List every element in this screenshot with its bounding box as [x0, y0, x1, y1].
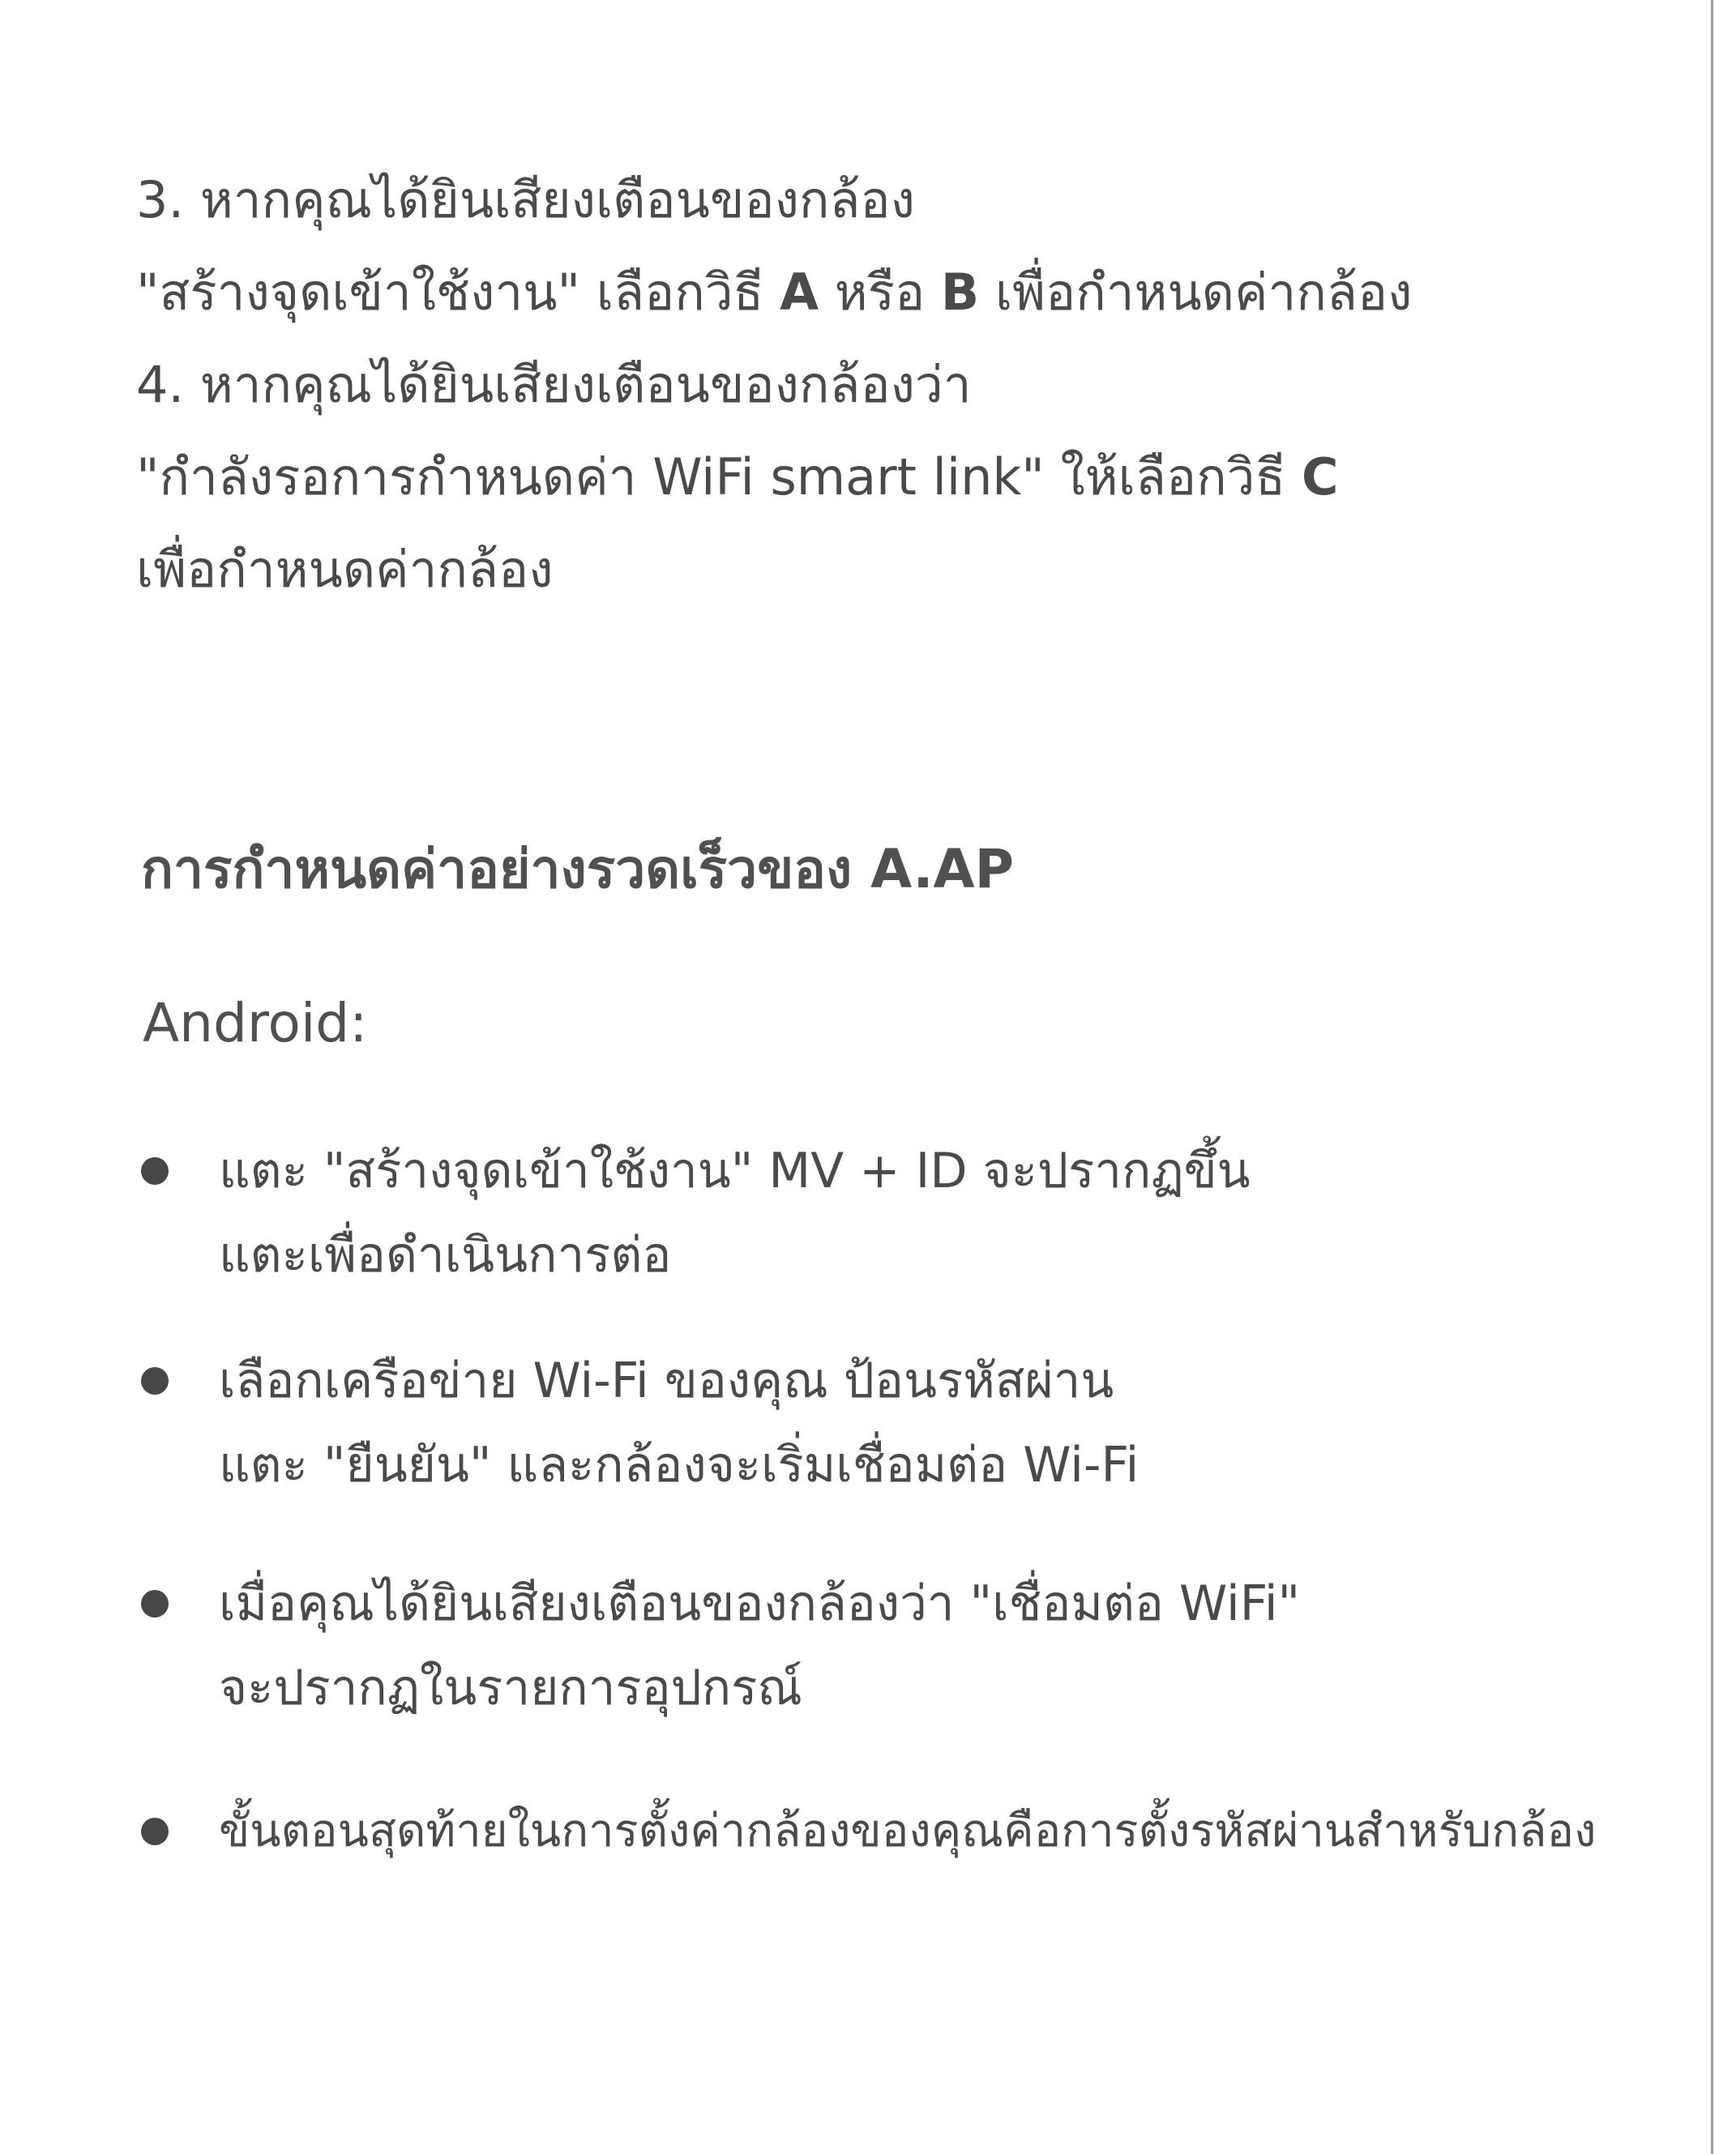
method-c-label: C: [1302, 447, 1339, 506]
step-3-line: 3. หากคุณได้ยินเสียงเตือนของกล้อง: [136, 170, 915, 229]
platform-label: Android:: [143, 992, 368, 1054]
list-item-line: เลือกเครือข่าย Wi-Fi ของคุณ ป้อนรหัสผ่าน: [219, 1353, 1114, 1409]
bullet-icon: [141, 1590, 169, 1618]
step-3-options-prefix: "สร้างจุดเข้าใช้งาน" เลือกวิธี: [136, 263, 780, 322]
bullet-icon: [141, 1818, 169, 1845]
bullet-icon: [141, 1157, 169, 1185]
section-heading: การกำหนดค่าอย่างรวดเร็วของ A.AP: [141, 838, 1015, 900]
list-item-line: จะปรากฏในรายการอุปกรณ์: [219, 1660, 802, 1716]
page-edge-rule: [1711, 0, 1713, 2154]
step-3-options-suffix: เพื่อกำหนดค่ากล้อง: [979, 263, 1413, 322]
intro-steps: [136, 154, 1676, 616]
step-4-line: 4. หากคุณได้ยินเสียงเตือนของกล้องว่า: [136, 355, 972, 414]
step-4-suffix-line: เพื่อกำหนดค่ากล้อง: [136, 540, 554, 599]
method-b-label: B: [940, 263, 980, 322]
bullet-icon: [141, 1367, 169, 1395]
list-item-line: เมื่อคุณได้ยินเสียงเตือนของกล้องว่า "เชื่อมต่อ WiFi": [219, 1575, 1301, 1632]
method-a-label: A: [780, 263, 819, 322]
step-3-options-line: [136, 246, 1676, 339]
step-3-options-or: หรือ: [819, 263, 941, 322]
step-4-options-prefix: "กำลังรอการกำหนดค่า WiFi smart link" ให้เลือกวิธี: [136, 447, 1302, 506]
list-item-line: แตะ "สร้างจุดเข้าใช้งาน" MV + ID จะปรากฏขึ้น: [219, 1143, 1251, 1199]
step-4-options-line: [136, 431, 1676, 524]
list-item-line: แตะ "ยืนยัน" และกล้องจะเริ่มเชื่อมต่อ Wi-Fi: [219, 1437, 1140, 1494]
list-item-line: แตะเพื่อดำเนินการต่อ: [219, 1227, 672, 1284]
list-item-line: ขั้นตอนสุดท้ายในการตั้งค่ากล้องของคุณคือการตั้งรหัสผ่านสำหรับกล้อง: [219, 1805, 1597, 1857]
